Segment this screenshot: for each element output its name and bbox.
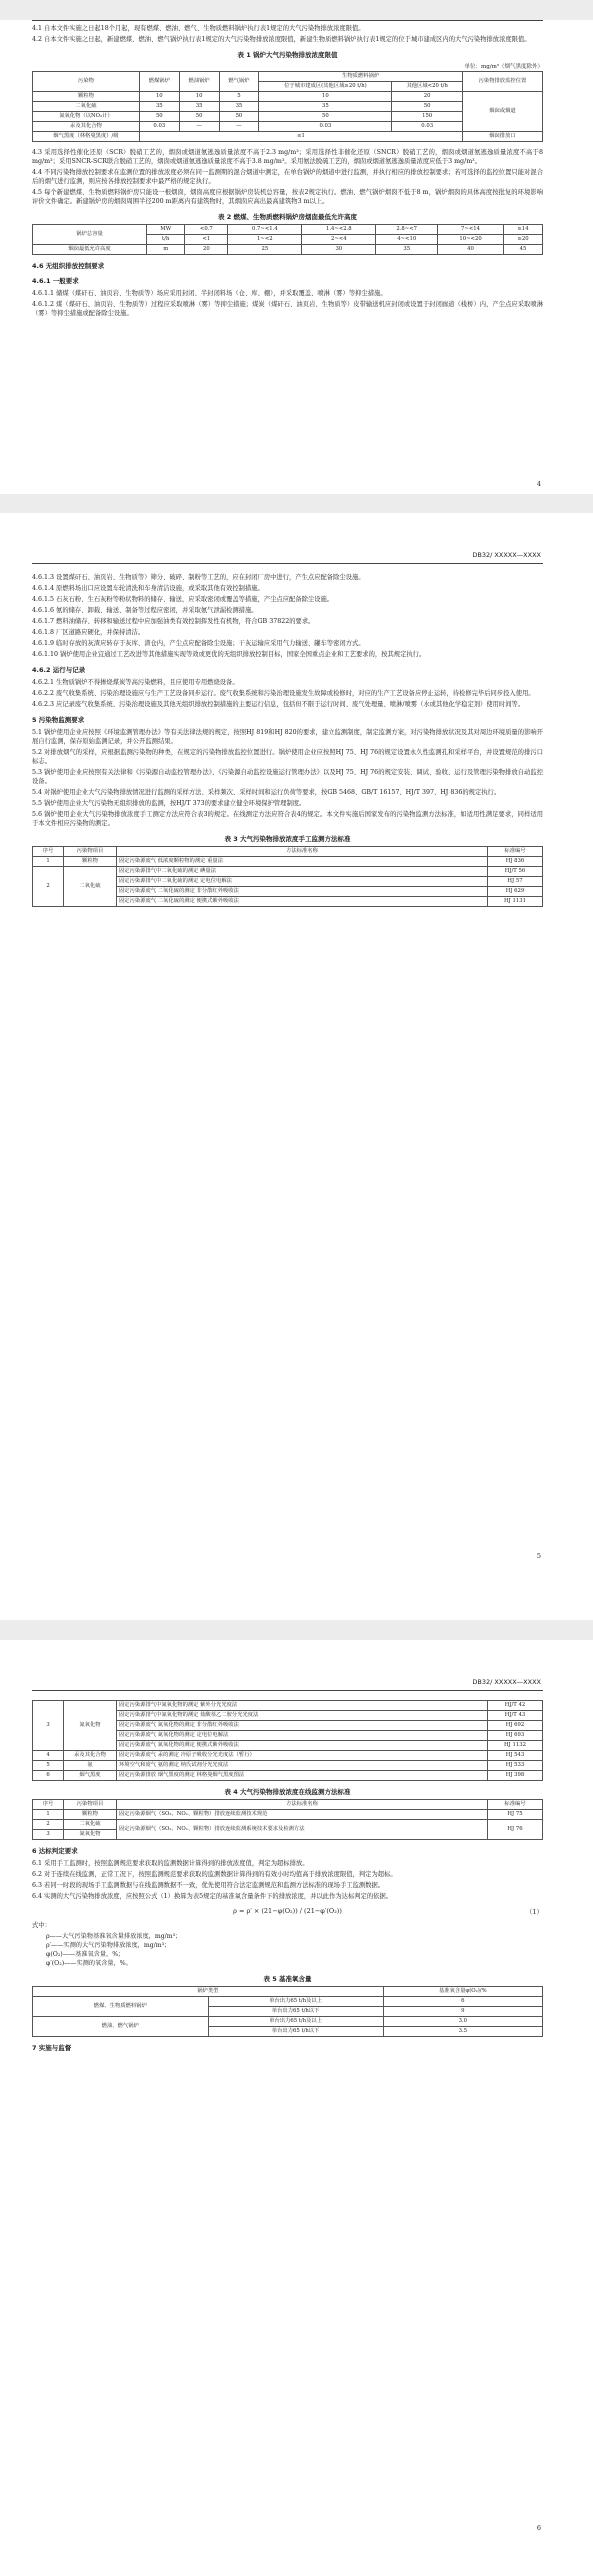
t3-cell: 固定污染源排气中二氧化硫的测定 碘量法 bbox=[117, 867, 488, 877]
t2-cell: 25 bbox=[228, 245, 302, 255]
t2-cell: 1~<2 bbox=[228, 235, 302, 245]
table-4 bbox=[32, 1799, 543, 1840]
t3-cell: HJ/T 42 bbox=[488, 1701, 543, 1711]
t1-cell: 5 bbox=[219, 92, 259, 102]
t4-cell: 1 bbox=[33, 1810, 64, 1820]
t2-cell: 45 bbox=[503, 245, 542, 255]
t5-head: 基准氧含量φ(O₂)/% bbox=[383, 1987, 542, 1997]
table-row bbox=[33, 1701, 543, 1711]
t2-cell: <0.7 bbox=[185, 225, 228, 235]
t4-cell: 氮氧化物 bbox=[64, 1830, 117, 1840]
t3-head: 序号 bbox=[33, 847, 64, 857]
t2-cell: t/h bbox=[147, 235, 185, 245]
t5-cell: 单台出力65 t/h以下 bbox=[208, 2007, 383, 2017]
t2-cell: 20 bbox=[185, 245, 228, 255]
t4-cell: 二氧化硫 bbox=[64, 1820, 117, 1830]
t3-cell: HJ 57 bbox=[488, 877, 543, 887]
t2-cell: 2.8~<7 bbox=[376, 225, 438, 235]
t3-cell: 固定污染源废气 氮氧化物的测定 非分散红外吸收法 bbox=[117, 1721, 488, 1731]
t3-head: 方法标准名称 bbox=[117, 847, 488, 857]
section-5-heading: 5 污染物监测要求 bbox=[32, 716, 85, 724]
t3-cell: HJ 543 bbox=[488, 1751, 543, 1761]
t1-cell: 10 bbox=[139, 92, 179, 102]
t1-head-bio-city: 位于城市建成区(其他区域≥20 t/h) bbox=[259, 82, 392, 92]
t3-cell: 氮氧化物 bbox=[64, 1701, 117, 1751]
t4-head: 方法标准名称 bbox=[117, 1800, 488, 1810]
table-row bbox=[33, 225, 543, 235]
t5-cell: 单台出力65 t/h及以上 bbox=[208, 2017, 383, 2027]
page-number: 4 bbox=[536, 480, 541, 488]
t3-cell: HJ 692 bbox=[488, 1721, 543, 1731]
table-row bbox=[33, 2017, 543, 2027]
formula-var: ρ′——实测的大气污染物排放浓度，mg/m³； bbox=[46, 1942, 171, 1949]
document-page-5 bbox=[0, 513, 593, 1620]
t1-head-monitor: 污染物排放监控位置 bbox=[462, 72, 542, 92]
t4-cell: 固定污染源烟气（SO₂、NOₓ、颗粒物）排放连续监测系统技术要求及检测方法 bbox=[117, 1820, 488, 1840]
clause-4-6-1-5: 4.6.1.5 石灰石粉、生石灰粉等粉状物料的储存、输送，应采取密闭或覆盖等措施，产尘点应配备除尘设施。 bbox=[32, 596, 334, 603]
t1-cell: 35 bbox=[219, 102, 259, 112]
t1-cell: 烟气黑度（林格曼黑度）/级 bbox=[33, 132, 140, 142]
clause-4-6-1-9: 4.6.1.9 临时存放的灰渣应转存于灰库、渣仓内，产尘点应配备除尘设施；干灰运输应采用气力输送、罐车等密闭方式。 bbox=[32, 640, 365, 647]
t2-cell: m bbox=[147, 245, 185, 255]
t1-cell: 10 bbox=[259, 92, 392, 102]
table-row bbox=[33, 857, 543, 867]
t1-cell: 50 bbox=[139, 112, 179, 122]
t1-head-coal: 燃煤锅炉 bbox=[139, 72, 179, 92]
t2-cell: 30 bbox=[302, 245, 376, 255]
table-row bbox=[33, 847, 543, 857]
t3-cell: HJ 836 bbox=[488, 857, 543, 867]
t2-cell: 7~<14 bbox=[438, 225, 504, 235]
table-row bbox=[33, 245, 543, 255]
clause-4-6-1-8: 4.6.1.8 厂区道路应硬化，并保持清洁。 bbox=[32, 629, 145, 636]
t1-head-gas: 燃气锅炉 bbox=[219, 72, 259, 92]
t1-cell: 0.03 bbox=[392, 122, 462, 132]
section-4-6-heading: 4.6 无组织排放控制要求 bbox=[32, 262, 105, 270]
formula-number: （1） bbox=[525, 1908, 543, 1916]
t1-cell: 50 bbox=[179, 112, 219, 122]
t5-cell: 单台出力65 t/h及以上 bbox=[208, 1997, 383, 2007]
t1-cell: 20 bbox=[392, 92, 462, 102]
t4-cell: 固定污染源烟气（SO₂、NOₓ、颗粒物）排放连续监测技术规范 bbox=[117, 1810, 488, 1820]
t3-cell: 6 bbox=[33, 1771, 64, 1781]
formula-1 bbox=[32, 1907, 543, 1915]
t1-cell: 烟囱排放口 bbox=[462, 132, 542, 142]
document-page-6 bbox=[0, 1640, 593, 2572]
t1-head-oil: 燃油锅炉 bbox=[179, 72, 219, 92]
t1-cell: 35 bbox=[259, 102, 392, 112]
section-4-6-1-heading: 4.6.1 一般要求 bbox=[32, 277, 79, 285]
t3-cell: 固定污染源排放 烟气黑度的测定 林格曼烟气黑度图法 bbox=[117, 1771, 488, 1781]
table-5 bbox=[32, 1986, 543, 2037]
clause-4-4: 4.4 不同污染物排放控制要求在监测位置的排放浓度必须在同一监测期的混合烟道中测定，在单台锅炉的烟道中进行监测，并执行相应的排放控制要求；若可选择的监控位置只能对混合后的烟气进行监测，则应按各排放控制要求中最严格的规定执行。 bbox=[32, 169, 543, 185]
t2-cell: 1.4~<2.8 bbox=[302, 225, 376, 235]
t3-cell: HJ 693 bbox=[488, 1731, 543, 1741]
t3-cell: HJ/T 43 bbox=[488, 1711, 543, 1721]
table-5-caption: 表 5 基准氧含量 bbox=[263, 1975, 312, 1983]
table-1 bbox=[32, 71, 543, 142]
t3-cell: 固定污染源废气 二氧化硫的测定 便携式紫外吸收法 bbox=[117, 897, 488, 907]
t4-cell: 3 bbox=[33, 1830, 64, 1840]
table-row bbox=[33, 1771, 543, 1781]
t5-cell: 单台出力65 t/h以下 bbox=[208, 2027, 383, 2037]
clause-6-1: 6.1 采用手工监测时，按照监测规范要求获取的监测数据计算得到的排放浓度值，判定为超标排放。 bbox=[32, 1860, 309, 1867]
table-3-continued bbox=[32, 1700, 543, 1781]
t3-cell: 固定污染源废气 氮氧化物的测定 便携式紫外吸收法 bbox=[117, 1741, 488, 1751]
t3-cell: HJ 629 bbox=[488, 887, 543, 897]
clause-4-1: 4.1 自本文件实施之日起18个月起，现有燃煤、燃油、燃气、生物质燃料锅炉执行表1规定的大气污染物排放浓度限值。 bbox=[32, 25, 365, 32]
t1-monitor-flue: 烟囱或烟道 bbox=[462, 92, 542, 132]
table-3 bbox=[32, 846, 543, 907]
t3-head: 污染物项目 bbox=[64, 847, 117, 857]
t2-cell: MW bbox=[147, 225, 185, 235]
table-2-caption: 表 2 燃煤、生物质燃料锅炉房烟囱最低允许高度 bbox=[217, 213, 358, 221]
t1-cell: 0.03 bbox=[259, 122, 392, 132]
t1-cell: 颗粒物 bbox=[33, 92, 140, 102]
section-4-6-2-heading: 4.6.2 运行与记录 bbox=[32, 666, 86, 674]
clause-5-1: 5.1 锅炉使用企业应按照《环境监测管理办法》等有关法律法规的规定，按照HJ 819和HJ 820的要求，建立监测制度，制定监测方案，对污染物排放状况及其对周边环境质量的影响开展自行监测，保存原始监测记录，并公开监测结果。 bbox=[32, 729, 543, 745]
clause-4-6-1-4: 4.6.1.4 原燃料场出口应设置车轮清洗和车身清洁设施，或采取其他有效控制措施。 bbox=[32, 585, 264, 592]
t1-cell: 50 bbox=[219, 112, 259, 122]
clause-4-6-1-6: 4.6.1.6 氨的储存、卸载、输送、制备等过程应密闭，并采取氨气泄漏检测措施。 bbox=[32, 607, 258, 614]
t1-cell: 150 bbox=[392, 112, 462, 122]
t3-cell: 固定污染源废气 低浓度颗粒物的测定 重量法 bbox=[117, 857, 488, 867]
clause-4-6-1-7: 4.6.1.7 燃料油储存、转移和输送过程中应加强油类有效控制挥发性有机物，符合GB 37822的要求。 bbox=[32, 618, 315, 625]
t1-cell: 汞及其化合物 bbox=[33, 122, 140, 132]
page-number: 6 bbox=[536, 2524, 541, 2532]
t3-cell: 固定污染源排气中氮氧化物的测定 盐酸萘乙二胺分光光度法 bbox=[117, 1711, 488, 1721]
t2-cell: 10~<20 bbox=[438, 235, 504, 245]
clause-4-6-1-10: 4.6.1.10 锅炉使用企业宜通过工艺改进等其他措施实现等效或更优的无组织排放控制目标，国家全国重点企业和工艺要求的，按其规定执行。 bbox=[32, 651, 426, 658]
t1-cell: ≤1 bbox=[139, 132, 462, 142]
header-rule bbox=[32, 1690, 543, 1691]
t4-head: 序号 bbox=[33, 1800, 64, 1810]
t3-cell: 4 bbox=[33, 1751, 64, 1761]
document-page-4 bbox=[0, 20, 593, 494]
t3-cell: 固定污染源排气中氮氧化物的测定 紫外分光光度法 bbox=[117, 1701, 488, 1711]
t2-cell: 35 bbox=[376, 245, 438, 255]
t2-cell: ≥20 bbox=[503, 235, 542, 245]
t3-cell: 颗粒物 bbox=[64, 857, 117, 867]
clause-4-6-1-3: 4.6.1.3 设置煤矸石、油页岩、生物质等）筛分、破碎、制粉等工艺的，应在封闭厂房中进行，产生点应配备除尘设施。 bbox=[32, 574, 365, 581]
formula-where: 式中： bbox=[32, 1922, 51, 1929]
formula-expression: ρ = ρ′ × (21−φ(O₂)) / (21−φ′(O₂)) bbox=[233, 1907, 342, 1915]
clause-5-4: 5.4 对锅炉使用企业大气污染物排放情况进行监测的采样方法、采样频次、采样时间和运行负荷等要求，按GB 5468、GB/T 16157、HJ/T 397、HJ 836的规定执行。 bbox=[32, 789, 501, 796]
clause-4-6-2-1: 4.6.2.1 生物质锅炉不得掺烧煤炭等高污染燃料，且应使用专用燃烧设备。 bbox=[32, 679, 239, 686]
t3-cell: 5 bbox=[33, 1761, 64, 1771]
header-rule bbox=[32, 20, 543, 21]
t3-cell: 氨 bbox=[64, 1761, 117, 1771]
running-header: DB32/ XXXXX—XXXX bbox=[472, 551, 541, 559]
table-row bbox=[33, 1997, 543, 2007]
clause-4-6-2-2: 4.6.2.2 废气收集系统、污染治理设施应与生产工艺设备同步运行。废气收集系统和污染治理设施发生故障或检修时，对应的生产工艺设备应停止运转，待检修完毕后同步投入使用。 bbox=[32, 690, 535, 697]
t3-head: 标准编号 bbox=[488, 847, 543, 857]
t2-cell: 锅炉总容量 bbox=[33, 225, 147, 245]
t2-cell: 40 bbox=[438, 245, 504, 255]
clause-4-2: 4.2 自本文件实施之日起，新建燃煤、燃油、燃气锅炉执行表1规定的大气污染物排放浓度限值，新建生物质燃料锅炉执行表1规定的位于城市建成区内的大气污染物排放浓度限值。 bbox=[32, 36, 531, 43]
clause-4-3: 4.3 采用选择性催化还原（SCR）脱硝工艺的，烟囱或烟道氨逃逸质量浓度不高于2.3 mg/m³；采用选择性非催化还原（SNCR）脱硝工艺的，烟囱或烟道氨逃逸质量浓度不高于8 mg/m³；采用SNCR-SCR联合脱硝工艺的，烟囱或烟道氨逃逸质量浓度不高于3.8 mg/m³。采用氨法脱硫工艺的，烟囱或烟道氨逃逸质量浓度应低于3 mg/m³。 bbox=[32, 149, 543, 165]
running-header: DB32/ XXXXX—XXXX bbox=[472, 1678, 541, 1686]
table-row bbox=[33, 867, 543, 877]
header-rule bbox=[32, 563, 543, 564]
clause-5-3: 5.3 锅炉使用企业应按照有关法律和《污染源自动监控管理办法》、《污染源自动监控设施运行管理办法》以及HJ 75、HJ 76的规定安装、调试、验收、运行及管理污染物排放自动监控设备。 bbox=[32, 769, 543, 785]
formula-variables bbox=[46, 1932, 543, 1968]
formula-var: φ(O₂)——基准氧含量，%； bbox=[46, 1951, 125, 1958]
t1-cell: 0.03 bbox=[139, 122, 179, 132]
page-number: 5 bbox=[536, 1552, 541, 1560]
t4-head: 污染物项目 bbox=[64, 1800, 117, 1810]
table-row bbox=[33, 132, 543, 142]
t2-cell: 烟囱最低允许高度 bbox=[33, 245, 147, 255]
t3-cell: 固定污染源废气 二氧化硫的测定 非分散红外吸收法 bbox=[117, 887, 488, 897]
clause-5-6: 5.6 锅炉使用企业大气污染物排放浓度手工测定方法应符合表3的规定。在线测定方法应符合表4的规定。本文件实施后国家发布的污染物监测方法标准，如适用性满足要求，同样适用于本文件相应污染物的测定。 bbox=[32, 811, 543, 827]
t4-head: 标准编号 bbox=[488, 1800, 543, 1810]
t5-cell: 燃煤、生物质燃料锅炉 bbox=[33, 1997, 209, 2017]
t3-cell: HJ 398 bbox=[488, 1771, 543, 1781]
table-row bbox=[33, 1810, 543, 1820]
table-3-caption: 表 3 大气污染物排放浓度手工监测方法标准 bbox=[224, 835, 351, 843]
section-6-heading: 6 达标判定要求 bbox=[32, 1847, 78, 1855]
clause-6-3: 6.3 若同一时段的现场手工监测数据与在线监测数据不一致，优先使用符合法定监测规范和监测方法标准的现场手工监测数据。 bbox=[32, 1882, 385, 1889]
table-row bbox=[33, 1820, 543, 1830]
t3-cell: HJ/T 56 bbox=[488, 867, 543, 877]
t3-cell: 环境空气和废气 氨的测定 纳氏试剂分光光度法 bbox=[117, 1761, 488, 1771]
t3-cell: 固定污染源废气 氮氧化物的测定 定电位电解法 bbox=[117, 1731, 488, 1741]
t3-cell: 二氧化硫 bbox=[64, 867, 117, 907]
clause-6-2: 6.2 对于连续在线监测，正常工况下，按照监测规范要求获取的监测数据计算得到的有效小时均值高于排放浓度限值，判定为超标。 bbox=[32, 1871, 397, 1878]
t3-cell: HJ 533 bbox=[488, 1761, 543, 1771]
t1-cell: 50 bbox=[392, 102, 462, 112]
t3-cell: HJ 1132 bbox=[488, 1741, 543, 1751]
t3-cell: 固定污染源排气中二氧化硫的测定 定电位电解法 bbox=[117, 877, 488, 887]
t1-head-bio: 生物质燃料锅炉 bbox=[259, 72, 463, 82]
table-2 bbox=[32, 224, 543, 255]
t1-cell: — bbox=[219, 122, 259, 132]
t2-cell: <1 bbox=[185, 235, 228, 245]
t2-cell: 4~<10 bbox=[376, 235, 438, 245]
t1-head-bio-other: 其他区域<20 t/h bbox=[392, 82, 462, 92]
table-row bbox=[33, 1761, 543, 1771]
t1-cell: 35 bbox=[179, 102, 219, 112]
t5-cell: 燃油、燃气锅炉 bbox=[33, 2017, 209, 2037]
formula-var: ρ——大气污染物基准氧含量排放浓度，mg/m³； bbox=[46, 1933, 182, 1940]
table-1-unit: 单位：mg/m³（烟气黑度除外） bbox=[464, 64, 543, 70]
t1-cell: 氮氧化物（以NO₂计） bbox=[33, 112, 140, 122]
t1-head-pollutant: 污染物 bbox=[33, 72, 140, 92]
clause-5-5: 5.5 锅炉使用企业大气污染物无组织排放的监测，按HJ/T 373的要求建立健全环境保护管理制度。 bbox=[32, 800, 306, 807]
clause-4-5: 4.5 每个新建燃煤、生物质燃料锅炉房只能设一根烟囱，烟囱高度应根据锅炉房装机总容量，按表2规定执行。燃油、燃气锅炉烟囱不低于8 m，锅炉烟囱的具体高度按批复的环境影响评价文件确定。新建锅炉房的烟囱周围半径200 m距离内有建筑物时，其烟囱应高出最高建筑物3 m以上。 bbox=[32, 189, 543, 205]
table-row bbox=[33, 1987, 543, 1997]
t2-cell: 0.7~<1.4 bbox=[228, 225, 302, 235]
t1-cell: 35 bbox=[139, 102, 179, 112]
t4-cell: 颗粒物 bbox=[64, 1810, 117, 1820]
t5-head: 锅炉类型 bbox=[33, 1987, 384, 1997]
t1-cell: 10 bbox=[179, 92, 219, 102]
table-1-caption: 表 1 锅炉大气污染物排放浓度限值 bbox=[237, 51, 338, 59]
clause-4-6-2-3: 4.6.2.3 应记录废气收集系统、污染治理设施及其他无组织排放控制措施的主要运行信息，包括但不限于运行时间、废气处理量、喷淋/喷雾（水或其他化学稳定剂）使用时间等。 bbox=[32, 701, 525, 708]
t4-cell: HJ 76 bbox=[488, 1820, 543, 1840]
t2-cell: ≥14 bbox=[503, 225, 542, 235]
t3-cell: HJ 1131 bbox=[488, 897, 543, 907]
clause-4-6-1-1: 4.6.1.1 储煤（煤矸石、油页岩、生物质等）场应采用封闭、半封闭料场（仓、库、棚），并采取覆盖、喷淋（雾）等抑尘措施。 bbox=[32, 290, 387, 297]
t3-cell: 汞及其化合物 bbox=[64, 1751, 117, 1761]
clause-5-2: 5.2 对排放烟气的采样，应根据监测污染物的种类，在规定的污染物排放监控位置进行。锅炉使用企业应按照HJ 75、HJ 76的规定设置永久性监测孔和采样平台，并设置规范的排污口标志。 bbox=[32, 749, 543, 765]
t3-cell: 2 bbox=[33, 867, 64, 907]
section-7-heading: 7 实施与监督 bbox=[32, 2044, 72, 2052]
table-4-caption: 表 4 大气污染物排放浓度在线监测方法标准 bbox=[224, 1788, 351, 1796]
t5-cell: 9 bbox=[383, 2007, 542, 2017]
t3-cell: 3 bbox=[33, 1701, 64, 1751]
t3-cell: 1 bbox=[33, 857, 64, 867]
t1-cell: — bbox=[179, 122, 219, 132]
table-row bbox=[33, 1751, 543, 1761]
t1-cell: 50 bbox=[259, 112, 392, 122]
t5-cell: 6 bbox=[383, 1997, 542, 2007]
table-row bbox=[33, 1800, 543, 1810]
clause-6-4: 6.4 实测的大气污染物排放浓度，应按照公式（1）换算为表5规定的基准氧含量条件下的排放浓度，并以此作为达标判定的依据。 bbox=[32, 1893, 393, 1900]
t3-cell: 固定污染源废气 汞的测定 冷原子吸收分光光度法（暂行） bbox=[117, 1751, 488, 1761]
t2-cell: 2~<4 bbox=[302, 235, 376, 245]
table-row bbox=[33, 92, 543, 102]
formula-var: φ′(O₂)——实测的氧含量，%。 bbox=[46, 1960, 132, 1967]
t3-cell: 烟气黑度 bbox=[64, 1771, 117, 1781]
t1-cell: 二氧化硫 bbox=[33, 102, 140, 112]
t5-cell: 3.0 bbox=[383, 2017, 542, 2027]
clause-4-6-1-2: 4.6.1.2 煤（煤矸石、油页岩、生物质等）过程应采取喷淋（雾）等抑尘措施；煤炭（煤矸石、油页岩、生物质等）皮带输送机应封闭或设置于封闭廊道（栈桥）内，产尘点应采取喷淋（雾）等抑尘措施或配备除尘设施。 bbox=[32, 301, 543, 317]
t5-cell: 3.5 bbox=[383, 2027, 542, 2037]
t4-cell: HJ 75 bbox=[488, 1810, 543, 1820]
t4-cell: 2 bbox=[33, 1820, 64, 1830]
